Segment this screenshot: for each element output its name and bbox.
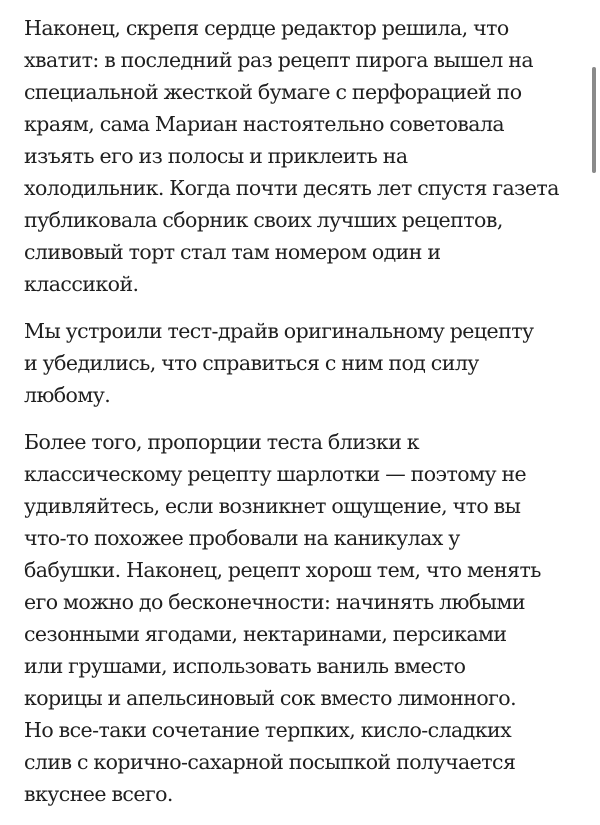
text-line: удивляйтесь, если возникнет ощущение, что вы (24, 494, 521, 518)
text-line: краям, сама Мариан настоятельно советовала (24, 112, 505, 136)
text-line: Более того, пропорции теста близки к (24, 430, 420, 454)
text-line: Но все-таки сочетание терпких, кисло-сладких (24, 718, 512, 742)
text-line: Мы устроили тест-драйв оригинальному рецепту (24, 319, 534, 343)
text-line: любому. (24, 383, 111, 407)
text-line: вкуснее всего. (24, 782, 173, 806)
paragraph-1 (24, 12, 584, 300)
article-body (24, 12, 584, 825)
text-line: холодильник. Когда почти десять лет спустя газета (24, 176, 559, 200)
text-line: его можно до бесконечности: начинять любыми (24, 590, 525, 614)
text-line: публиковала сборник своих лучших рецептов, (24, 208, 503, 232)
text-line: Наконец, скрепя сердце редактор решила, что (24, 16, 509, 40)
text-line: изъять его из полосы и приклеить на (24, 144, 408, 168)
text-line: и убедились, что справиться с ним под силу (24, 351, 479, 375)
text-line: корицы и апельсиновый сок вместо лимонного. (24, 686, 517, 710)
vertical-scrollbar[interactable] (592, 67, 596, 173)
text-line: классическому рецепту шарлотки — поэтому не (24, 462, 527, 486)
paragraph-2 (24, 315, 584, 411)
text-line: слив с корично-сахарной посыпкой получается (24, 750, 516, 774)
text-line: что-то похожее пробовали на каникулах у (24, 526, 460, 550)
paragraph-3 (24, 426, 584, 810)
text-line: классикой. (24, 272, 139, 296)
text-line: специальной жесткой бумаге с перфорацией по (24, 80, 522, 104)
text-line: сезонными ягодами, нектаринами, персиками (24, 622, 507, 646)
text-line: сливовый торт стал там номером один и (24, 240, 441, 264)
text-line: бабушки. Наконец, рецепт хорош тем, что менять (24, 558, 541, 582)
text-line: хватит: в последний раз рецепт пирога вышел на (24, 48, 533, 72)
text-line: или грушами, использовать ваниль вместо (24, 654, 466, 678)
